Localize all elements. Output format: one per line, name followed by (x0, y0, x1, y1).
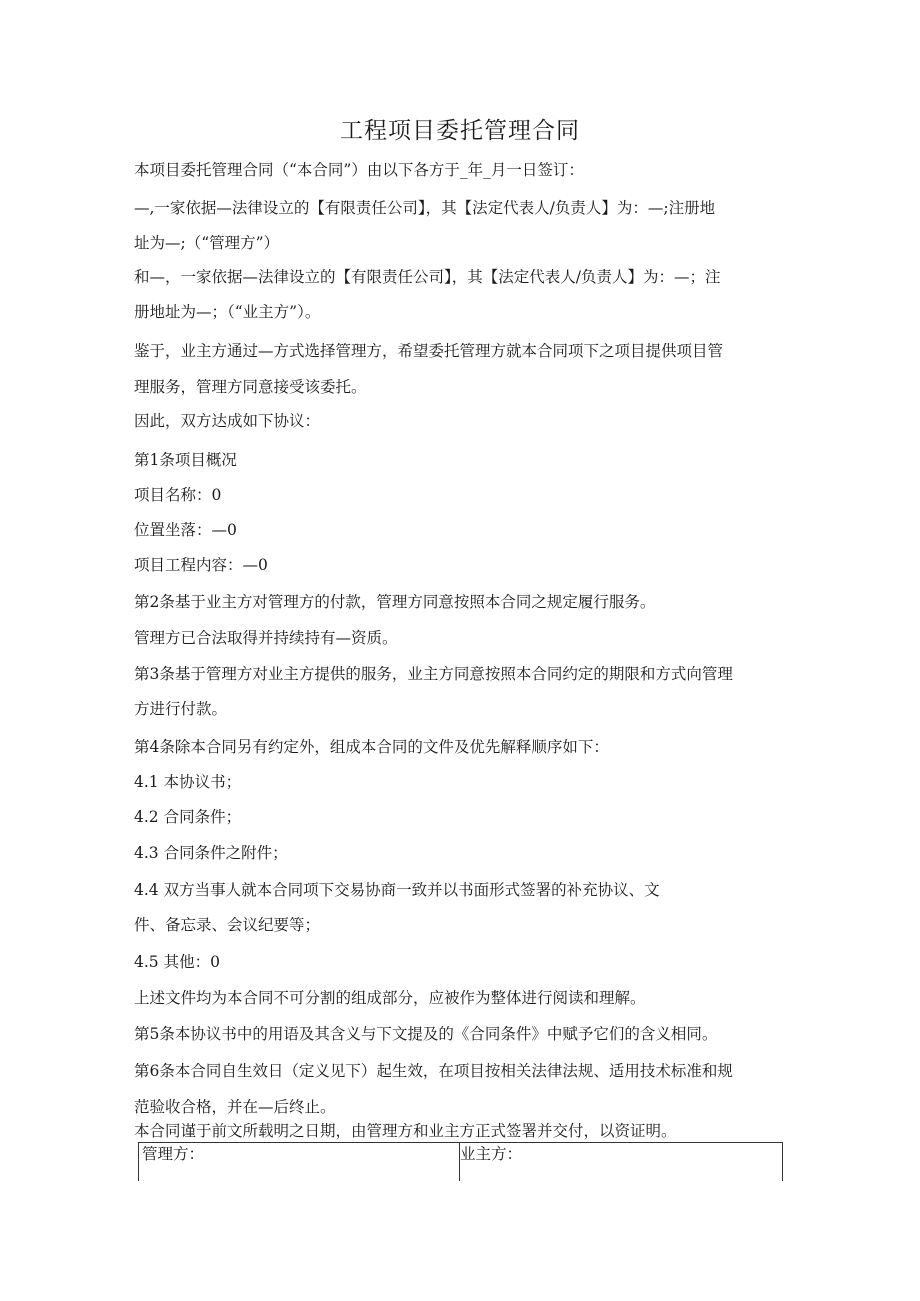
article-5-line: 第5条本协议书中的用语及其含义与下文提及的《合同条件》中赋予它们的含义相同。 (134, 1025, 718, 1043)
project-name: 项目名称：0 (134, 486, 222, 504)
article-4-heading: 第4条除本合同另有约定外，组成本合同的文件及优先解释顺序如下： (134, 738, 609, 756)
recital-line-2: 理服务，管理方同意接受该委托。 (134, 378, 367, 396)
preamble-line: 本项目委托管理合同（“本合同”）由以下各方于_年_月一日签订： (134, 161, 584, 179)
article-3-line-2: 方进行付款。 (134, 700, 228, 718)
party-manager-line-2: 址为—;（“管理方”） (134, 234, 280, 252)
item-4-4-line-2: 件、备忘录、会议纪要等； (134, 916, 321, 934)
party-owner-line-1: 和—，一家依据—法律设立的【有限责任公司】，其【法定代表人/负责人】为：—；注 (134, 268, 721, 286)
article-6-line-1: 第6条本合同自生效日（定义见下）起生效，在项目按相关法律法规、适用技术标准和规 (134, 1062, 733, 1080)
signature-table (138, 1142, 783, 1181)
article-3-line-1: 第3条基于管理方对业主方提供的服务，业主方同意按照本合同约定的期限和方式向管理 (134, 665, 733, 683)
manager-signature-cell (139, 1143, 460, 1181)
item-4-1: 4.1 本协议书； (134, 773, 242, 791)
recital-line-1: 鉴于，业主方通过—方式选择管理方，希望委托管理方就本合同项下之项目提供项目管 (134, 342, 724, 360)
owner-signature-label: 业主方： (460, 1145, 523, 1163)
party-owner-line-2: 册地址为—；（“业主方”）。 (134, 303, 321, 321)
agreement-intro: 因此，双方达成如下协议： (134, 412, 321, 430)
article-2-line: 第2条基于业主方对管理方的付款，管理方同意按照本合同之规定履行服务。 (134, 593, 656, 611)
qualification-line: 管理方已合法取得并持续持有—资质。 (134, 629, 398, 647)
project-location: 位置坐落：—0 (134, 521, 237, 539)
manager-signature-label: 管理方： (142, 1145, 205, 1163)
item-4-2: 4.2 合同条件； (134, 808, 242, 826)
article-6-line-2: 范验收合格，并在—后终止。 (134, 1098, 336, 1116)
item-4-4-line-1: 4.4 双方当事人就本合同项下交易协商一致并以书面形式签署的补充协议、文 (134, 881, 660, 899)
document-title: 工程项目委托管理合同 (340, 118, 580, 144)
item-4-5: 4.5 其他：0 (134, 953, 220, 971)
party-manager-line-1: —,一家依据—法律设立的【有限责任公司】，其【法定代表人/负责人】为：—;注册地 (134, 199, 716, 217)
integration-clause: 上述文件均为本合同不可分割的组成部分，应被作为整体进行阅读和理解。 (134, 989, 646, 1007)
item-4-3: 4.3 合同条件之附件； (134, 844, 288, 862)
project-scope: 项目工程内容：—0 (134, 556, 268, 574)
owner-signature-cell (457, 1143, 782, 1181)
article-1-heading: 第1条项目概况 (134, 451, 237, 469)
witness-clause: 本合同谨于前文所载明之日期，由管理方和业主方正式签署并交付，以资证明。 (134, 1122, 677, 1140)
